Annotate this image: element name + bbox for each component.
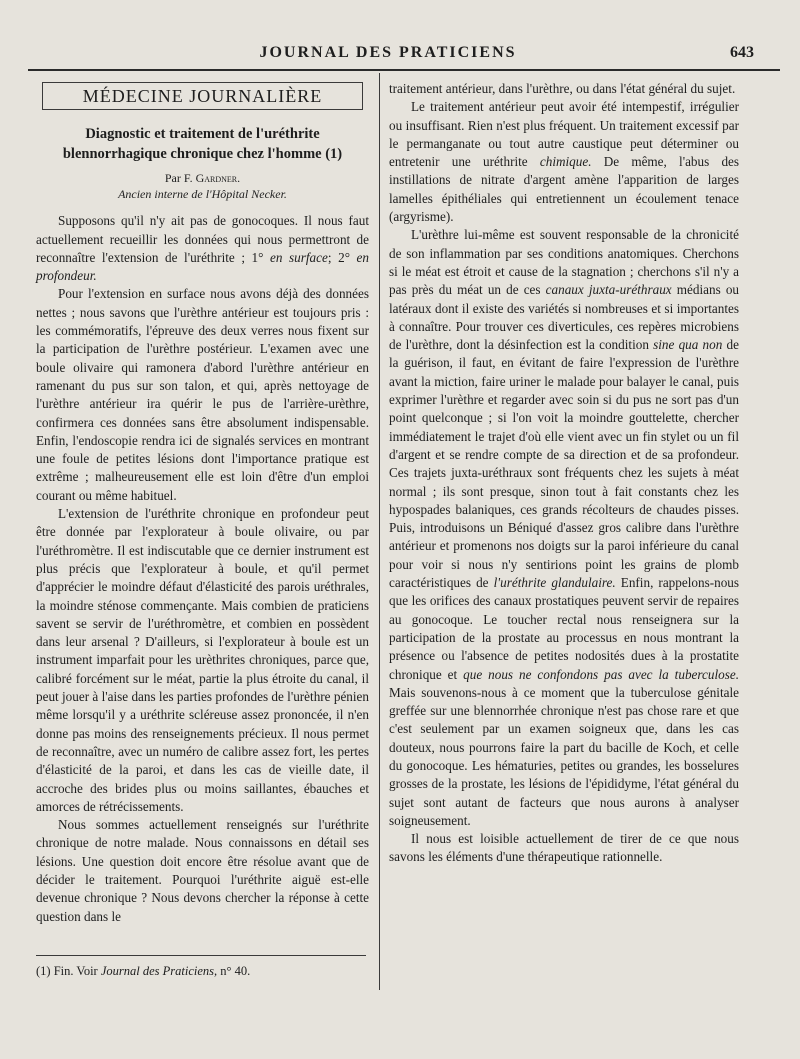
byline [36, 170, 369, 186]
paragraph: traitement antérieur, dans l'urèthre, ou dans l'état général du sujet. [389, 81, 736, 96]
paragraph: Le traitement antérieur peut avoir été intempestif, irrégulier ou insuffisant. Rien n'est plus fréquent. Un traitement excessif par le permanganate ou tout autre caustique peut déterminer ou entretenir une uréthrite chimique. De même, l'abus des instillations de nitrate d'argent amène l'apparition de larges lamelles épithéliales qui entretiennent un écoulement tenace (argyrisme). [389, 99, 740, 225]
footnote-rule [36, 955, 366, 956]
author-name: F. Gardner. [183, 171, 241, 186]
paragraph: L'urèthre lui-même est souvent responsable de la chronicité de son inflammation par ses conditions anatomiques. Cherchons si le méat est étroit et cause de la stagnation ; cherchons s'il n'y a pas près du méat un de ces canaux juxta-uréthraux médians ou latéraux dont il existe des variétés si nombreuses et si importantes à connaître. Pour trouver ces diverticules, ces repères microbiens de l'urèthre, dont la désinfection est la condition sine qua non de la guérison, il faut, en évitant de faire l'expression de l'urèthre avant la miction, faire uriner le malade pour balayer le canal, puis exprimer l'urèthre et regarder avec soin si du pus ne sort pas d'un point quelconque ; si l'on voit la moindre gouttelette, chercher immédiatement le trajet d'où elle vient avec un fin stylet ou un fil d'argent et se rendre compte de sa direction et de sa profondeur. Ces trajets juxta-uréthraux sont fréquents chez les sujets à méat normal ; ils sont presque, sinon tout à fait constants chez les hypospades balaniques, ces grands récolteurs de chaudes pisses. Puis, introduisons un Béniqué d'assez gros calibre dans l'urèthre antérieur et promenons nos doigts sur la paroi inférieure du canal pour voir si nous n'y sentirions point les grains de plomb caractéristiques de l'uréthrite glandulaire. Enfin, rappelons-nous que les orifices des canaux prostatiques peuvent servir de repaires au gonocoque. Le toucher rectal nous renseignera sur la participation de la prostate au processus en nous montrant la présence ou l'absence de petites nodosités dues à la prostatite chronique et que nous ne confondons pas avec la tuberculose. Mais souvenons-nous à ce moment que la tuberculose génitale greffée sur une blennorrhée chronique n'est pas chose rare et que c'est seulement par un examen soigneux que, dans les cas douteux, nous pourrons faire la part du bacille de Koch, et celle du gonocoque. Les hématuries, petites ou grandes, les bosselures grosses de la prostate, les lésions de l'épididyme, l'état général du sujet sont autant de facteurs que nous aurons à analyser soigneusement. [389, 227, 740, 828]
footnote-journal: Journal des Praticiens, [100, 964, 218, 978]
paragraph: Supposons qu'il n'y ait pas de gonocoques. Il nous faut actuellement recueillir les données qui nous permettront de reconnaître l'extension de l'uréthrite ; 1° en surface; 2° en profondeur. [36, 213, 369, 284]
byline-prefix: Par [164, 171, 181, 186]
paragraph: Nous sommes actuellement renseignés sur l'uréthrite chronique de notre malade. Nous connaissons en détail ses lésions. Une question doit encore être résolue avant que de décider le traitement. Pourquoi l'uréthrite aiguë est-elle devenue chronique ? Nous devons chercher la réponse à cette question dans le [36, 817, 369, 924]
article-title: Diagnostic et traitement de l'uréthrite blennorrhagique chronique chez l'homme (1) [62, 126, 343, 163]
column-divider [379, 73, 380, 990]
journal-title: JOURNAL DES PRATICIENS [259, 44, 517, 61]
paragraph: L'extension de l'uréthrite chronique en profondeur peut être donnée par l'explorateur à boule olivaire, ou par l'uréthromètre. Il est indiscutable que ce dernier instrument est plus précis que l'explorateur à boule, et qu'il permet d'apprécier le moindre défaut d'élasticité des parois uréthrales, la moindre sténose commençante. Mais combien de praticiens savent se servir de l'uréthromètre, et combien en possèdent dans leur arsenal ? D'ailleurs, si l'explorateur à boule est un instrument imparfait pour les urèthrites chroniques, parce que, calibré forcément sur le méat, partie la plus étroite du canal, il peut jouer à l'aise dans les parties profondes de l'urèthre pénien même lorsqu'il y a uréthrite scléreuse assez prononcée, il n'en donne pas moins des renseignements précieux. Il nous permet de reconnaître, avec un numéro de calibre assez fort, les pertes d'élasticité de la paroi, et dans les cas de vieille date, il accroche des brides plus ou moins saillantes, ébauches et amorces de rétrécissements. [36, 506, 369, 814]
footnote: (1) Fin. Voir Journal des Praticiens, n° 40. [36, 964, 251, 978]
section-heading: MÉDECINE JOURNALIÈRE [42, 82, 363, 110]
header-rule [28, 69, 780, 71]
author-affiliation: Ancien interne de l'Hôpital Necker. [118, 187, 287, 202]
left-column [36, 80, 369, 926]
right-column [389, 80, 739, 867]
running-header [0, 44, 800, 64]
paragraph: Pour l'extension en surface nous avons déjà des données nettes ; nous savons que l'urèthre antérieur est toujours pris : les commémoratifs, l'épreuve des deux verres nous fixent sur la participation de l'urèthre postérieur. L'examen avec une boule olivaire qui ramonera d'abord l'urèthre antérieur en ramenant du pus sur son talon, et qui, après nettoyage de l'urèthre antérieur ira quérir le pus de l'arrière-urèthre, confirmera ces données sans être absolument indispensable. Enfin, l'endoscopie rendra ici de signalés services en montrant une foule de petites lésions dont l'importance pratique est extrême ; malheureusement elle est loin d'être d'un emploi courant ou même habituel. [36, 286, 369, 503]
page-number: 643 [730, 44, 754, 61]
paragraph: Il nous est loisible actuellement de tirer de ce que nous savons les éléments d'une thérapeutique rationnelle. [389, 831, 739, 865]
